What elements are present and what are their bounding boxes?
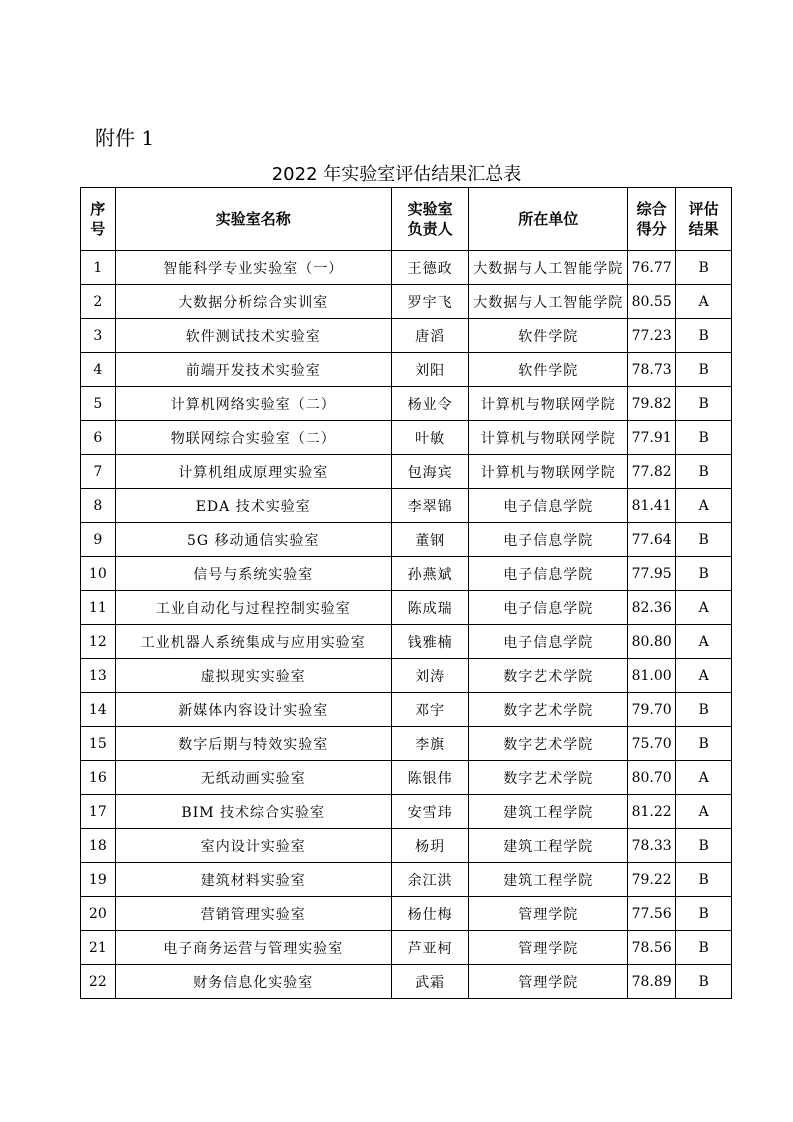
cell-unit: 电子信息学院 — [469, 489, 628, 523]
cell-grade: B — [676, 965, 732, 999]
cell-seq: 14 — [81, 693, 116, 727]
cell-lab-name: 信号与系统实验室 — [115, 557, 391, 591]
cell-grade: A — [676, 761, 732, 795]
cell-lab-name: 物联网综合实验室（二） — [115, 421, 391, 455]
cell-unit: 管理学院 — [469, 965, 628, 999]
cell-grade: B — [676, 523, 732, 557]
table-row — [81, 863, 732, 897]
cell-grade: B — [676, 931, 732, 965]
table-row — [81, 353, 732, 387]
cell-lab-name: 工业机器人系统集成与应用实验室 — [115, 625, 391, 659]
cell-lab-name: 软件测试技术实验室 — [115, 319, 391, 353]
header-person-label: 实验室负责人 — [407, 200, 453, 238]
cell-score: 77.95 — [628, 557, 676, 591]
cell-unit: 大数据与人工智能学院 — [469, 251, 628, 285]
cell-unit: 计算机与物联网学院 — [469, 421, 628, 455]
cell-score: 77.23 — [628, 319, 676, 353]
table-row — [81, 591, 732, 625]
cell-lab-name: 5G 移动通信实验室 — [115, 523, 391, 557]
cell-lab-name: 工业自动化与过程控制实验室 — [115, 591, 391, 625]
header-score-label: 综合得分 — [636, 200, 667, 238]
cell-score: 81.22 — [628, 795, 676, 829]
cell-score: 78.73 — [628, 353, 676, 387]
table-row — [81, 727, 732, 761]
cell-lab-name: 建筑材料实验室 — [115, 863, 391, 897]
cell-seq: 18 — [81, 829, 116, 863]
cell-unit: 数字艺术学院 — [469, 659, 628, 693]
cell-score: 80.55 — [628, 285, 676, 319]
cell-seq: 5 — [81, 387, 116, 421]
cell-unit: 建筑工程学院 — [469, 829, 628, 863]
header-unit: 所在单位 — [469, 188, 628, 251]
header-score — [628, 188, 676, 251]
table-row — [81, 489, 732, 523]
cell-score: 79.82 — [628, 387, 676, 421]
cell-person: 陈成瑞 — [391, 591, 469, 625]
cell-unit: 电子信息学院 — [469, 625, 628, 659]
cell-score: 81.41 — [628, 489, 676, 523]
cell-person: 武霜 — [391, 965, 469, 999]
table-body — [81, 251, 732, 999]
table-row — [81, 251, 732, 285]
cell-person: 陈银伟 — [391, 761, 469, 795]
table-row — [81, 387, 732, 421]
attachment-label: 附件 1 — [95, 126, 155, 150]
cell-seq: 19 — [81, 863, 116, 897]
cell-score: 77.56 — [628, 897, 676, 931]
cell-lab-name: 室内设计实验室 — [115, 829, 391, 863]
cell-grade: B — [676, 421, 732, 455]
cell-grade: B — [676, 319, 732, 353]
cell-grade: A — [676, 625, 732, 659]
cell-grade: B — [676, 727, 732, 761]
cell-grade: B — [676, 829, 732, 863]
cell-unit: 软件学院 — [469, 353, 628, 387]
cell-seq: 12 — [81, 625, 116, 659]
cell-unit: 建筑工程学院 — [469, 863, 628, 897]
table-row — [81, 931, 732, 965]
cell-grade: A — [676, 795, 732, 829]
cell-grade: A — [676, 591, 732, 625]
cell-unit: 大数据与人工智能学院 — [469, 285, 628, 319]
cell-score: 77.82 — [628, 455, 676, 489]
cell-person: 安雪玮 — [391, 795, 469, 829]
cell-person: 王德政 — [391, 251, 469, 285]
cell-score: 80.80 — [628, 625, 676, 659]
cell-score: 76.77 — [628, 251, 676, 285]
cell-person: 包海宾 — [391, 455, 469, 489]
table-row — [81, 455, 732, 489]
cell-lab-name: 计算机网络实验室（二） — [115, 387, 391, 421]
cell-person: 芦亚柯 — [391, 931, 469, 965]
cell-lab-name: 虚拟现实实验室 — [115, 659, 391, 693]
header-result-label: 评估结果 — [688, 200, 719, 238]
cell-person: 杨业令 — [391, 387, 469, 421]
cell-grade: B — [676, 455, 732, 489]
cell-score: 78.56 — [628, 931, 676, 965]
cell-unit: 电子信息学院 — [469, 591, 628, 625]
header-seq — [81, 188, 116, 251]
cell-unit: 软件学院 — [469, 319, 628, 353]
cell-unit: 管理学院 — [469, 897, 628, 931]
cell-person: 刘涛 — [391, 659, 469, 693]
table-row — [81, 523, 732, 557]
table-row — [81, 659, 732, 693]
cell-unit: 数字艺术学院 — [469, 761, 628, 795]
cell-unit: 计算机与物联网学院 — [469, 455, 628, 489]
cell-seq: 16 — [81, 761, 116, 795]
cell-score: 79.70 — [628, 693, 676, 727]
cell-lab-name: 计算机组成原理实验室 — [115, 455, 391, 489]
cell-lab-name: 大数据分析综合实训室 — [115, 285, 391, 319]
table-row — [81, 795, 732, 829]
cell-seq: 15 — [81, 727, 116, 761]
cell-seq: 10 — [81, 557, 116, 591]
cell-score: 79.22 — [628, 863, 676, 897]
cell-seq: 4 — [81, 353, 116, 387]
table-row — [81, 319, 732, 353]
cell-lab-name: EDA 技术实验室 — [115, 489, 391, 523]
cell-grade: B — [676, 863, 732, 897]
header-seq-label: 序号 — [90, 200, 106, 238]
cell-score: 78.33 — [628, 829, 676, 863]
table-row — [81, 693, 732, 727]
evaluation-summary-table — [80, 187, 732, 999]
cell-person: 钱雅楠 — [391, 625, 469, 659]
table-row — [81, 897, 732, 931]
cell-person: 罗宇飞 — [391, 285, 469, 319]
cell-score: 77.91 — [628, 421, 676, 455]
cell-grade: B — [676, 557, 732, 591]
cell-score: 80.70 — [628, 761, 676, 795]
cell-seq: 8 — [81, 489, 116, 523]
cell-grade: A — [676, 659, 732, 693]
cell-lab-name: 前端开发技术实验室 — [115, 353, 391, 387]
table-row — [81, 761, 732, 795]
table-row — [81, 285, 732, 319]
cell-unit: 数字艺术学院 — [469, 693, 628, 727]
cell-seq: 21 — [81, 931, 116, 965]
cell-person: 杨玥 — [391, 829, 469, 863]
cell-seq: 17 — [81, 795, 116, 829]
cell-lab-name: 智能科学专业实验室（一） — [115, 251, 391, 285]
cell-grade: A — [676, 285, 732, 319]
cell-seq: 6 — [81, 421, 116, 455]
cell-unit: 电子信息学院 — [469, 557, 628, 591]
cell-score: 78.89 — [628, 965, 676, 999]
cell-score: 82.36 — [628, 591, 676, 625]
cell-seq: 1 — [81, 251, 116, 285]
cell-person: 刘阳 — [391, 353, 469, 387]
table-row — [81, 557, 732, 591]
cell-grade: B — [676, 897, 732, 931]
cell-seq: 20 — [81, 897, 116, 931]
cell-lab-name: 电子商务运营与管理实验室 — [115, 931, 391, 965]
cell-person: 叶敏 — [391, 421, 469, 455]
cell-score: 81.00 — [628, 659, 676, 693]
cell-lab-name: 数字后期与特效实验室 — [115, 727, 391, 761]
cell-seq: 7 — [81, 455, 116, 489]
cell-lab-name: 无纸动画实验室 — [115, 761, 391, 795]
table-row — [81, 421, 732, 455]
cell-grade: B — [676, 693, 732, 727]
cell-seq: 2 — [81, 285, 116, 319]
cell-unit: 计算机与物联网学院 — [469, 387, 628, 421]
header-lab-name: 实验室名称 — [115, 188, 391, 251]
cell-seq: 13 — [81, 659, 116, 693]
cell-person: 孙燕斌 — [391, 557, 469, 591]
cell-unit: 建筑工程学院 — [469, 795, 628, 829]
cell-person: 杨仕梅 — [391, 897, 469, 931]
cell-person: 李旗 — [391, 727, 469, 761]
cell-lab-name: 新媒体内容设计实验室 — [115, 693, 391, 727]
cell-unit: 数字艺术学院 — [469, 727, 628, 761]
cell-grade: B — [676, 251, 732, 285]
cell-person: 唐滔 — [391, 319, 469, 353]
table-row — [81, 829, 732, 863]
cell-grade: A — [676, 489, 732, 523]
cell-lab-name: 财务信息化实验室 — [115, 965, 391, 999]
cell-person: 邓宇 — [391, 693, 469, 727]
cell-seq: 9 — [81, 523, 116, 557]
cell-seq: 3 — [81, 319, 116, 353]
cell-score: 75.70 — [628, 727, 676, 761]
header-person — [391, 188, 469, 251]
cell-seq: 11 — [81, 591, 116, 625]
page-title: 2022 年实验室评估结果汇总表 — [271, 164, 522, 185]
cell-lab-name: BIM 技术综合实验室 — [115, 795, 391, 829]
cell-seq: 22 — [81, 965, 116, 999]
cell-grade: B — [676, 353, 732, 387]
table-row — [81, 625, 732, 659]
cell-unit: 电子信息学院 — [469, 523, 628, 557]
header-result — [676, 188, 732, 251]
cell-lab-name: 营销管理实验室 — [115, 897, 391, 931]
cell-grade: B — [676, 387, 732, 421]
cell-person: 李翠锦 — [391, 489, 469, 523]
cell-person: 余江洪 — [391, 863, 469, 897]
cell-score: 77.64 — [628, 523, 676, 557]
table-row — [81, 965, 732, 999]
cell-person: 董钢 — [391, 523, 469, 557]
cell-unit: 管理学院 — [469, 931, 628, 965]
table-header-row — [81, 188, 732, 251]
